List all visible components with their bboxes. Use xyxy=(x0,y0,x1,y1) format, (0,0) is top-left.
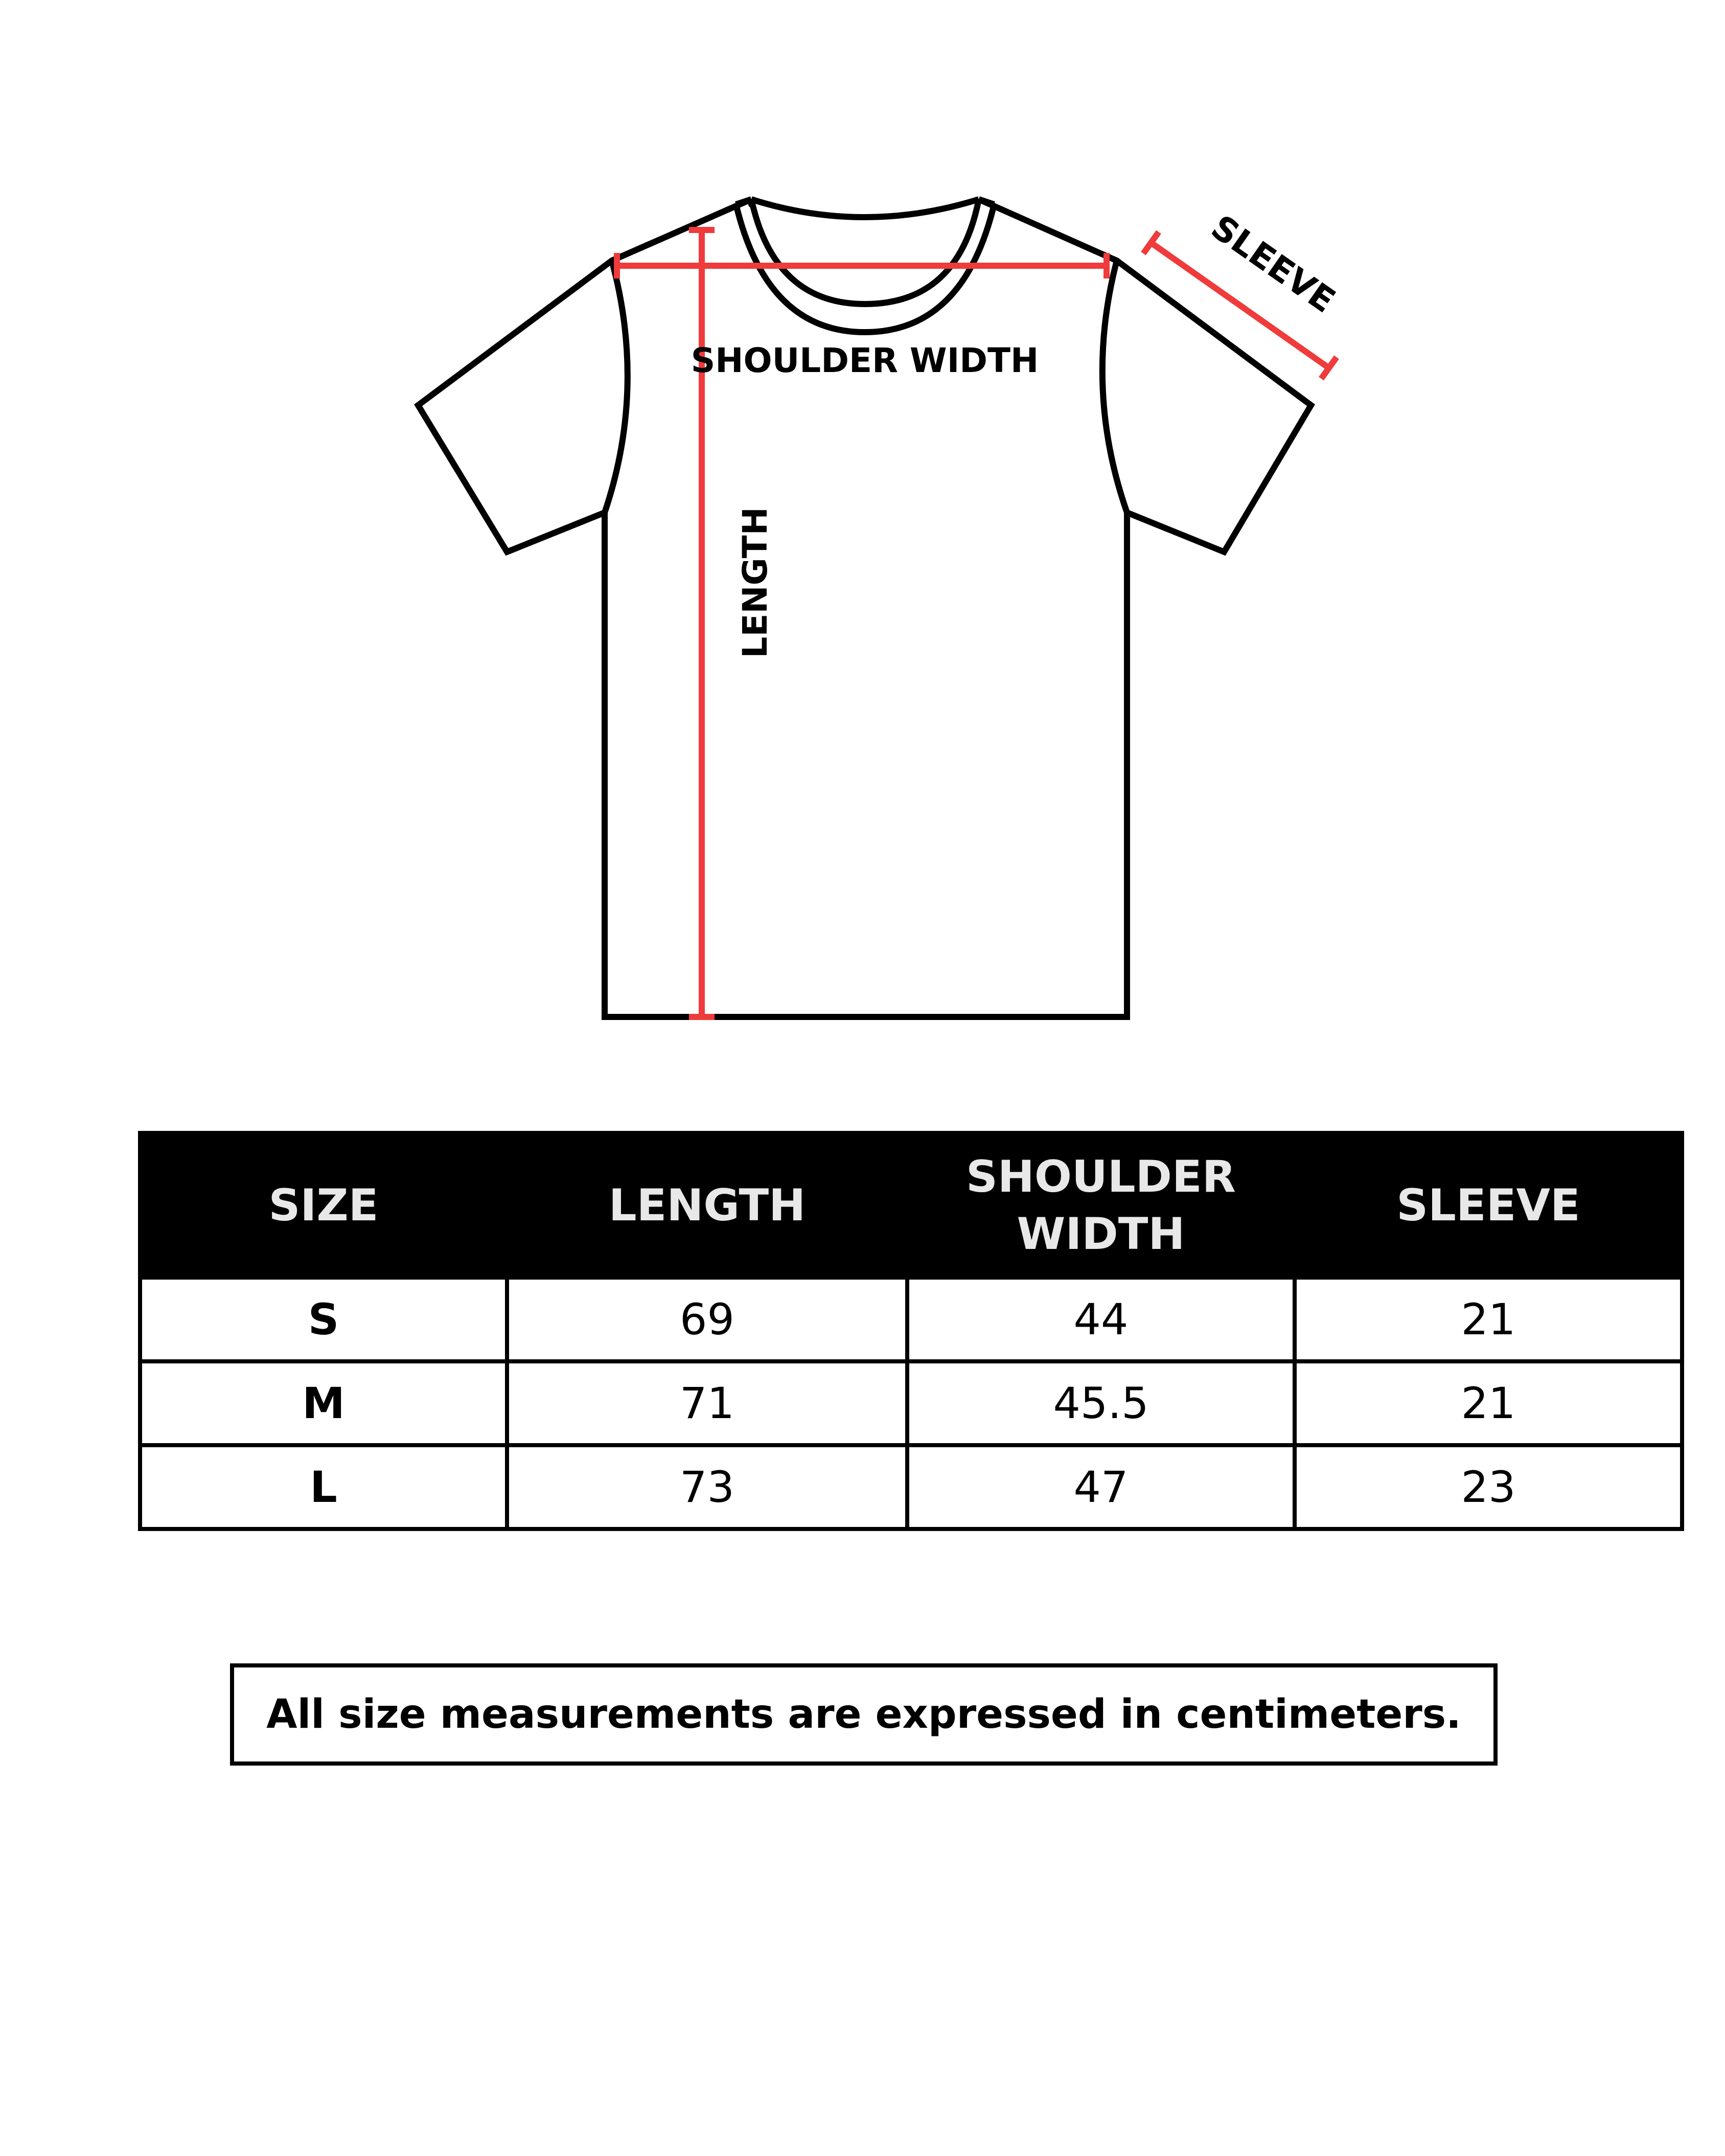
shoulder-width-cell: 44 xyxy=(907,1278,1295,1361)
table-row xyxy=(140,1278,1682,1361)
length-cell: 71 xyxy=(507,1361,907,1445)
table-row xyxy=(140,1445,1682,1529)
header-length: LENGTH xyxy=(507,1133,907,1278)
size-cell: S xyxy=(140,1278,507,1361)
size-chart-table xyxy=(138,1131,1684,1531)
sleeve-label: SLEEVE xyxy=(1204,207,1343,321)
size-cell: M xyxy=(140,1361,507,1445)
tshirt-measurement-diagram xyxy=(0,0,1725,1053)
sleeve-cell: 21 xyxy=(1295,1361,1682,1445)
measurement-note-text: All size measurements are expressed in centimeters. xyxy=(266,1691,1461,1737)
length-cell: 73 xyxy=(507,1445,907,1529)
length-label: LENGTH xyxy=(735,507,775,658)
tshirt-outline xyxy=(418,199,1311,1017)
size-cell: L xyxy=(140,1445,507,1529)
shoulder-width-label: SHOULDER WIDTH xyxy=(691,341,1039,380)
header-shoulder-width: SHOULDER WIDTH xyxy=(907,1133,1295,1278)
table-row xyxy=(140,1361,1682,1445)
header-size: SIZE xyxy=(140,1133,507,1278)
length-cell: 69 xyxy=(507,1278,907,1361)
header-sleeve: SLEEVE xyxy=(1295,1133,1682,1278)
measurement-note xyxy=(230,1663,1498,1766)
sleeve-cell: 23 xyxy=(1295,1445,1682,1529)
table-header-row xyxy=(140,1133,1682,1278)
sleeve-cell: 21 xyxy=(1295,1278,1682,1361)
shoulder-width-cell: 47 xyxy=(907,1445,1295,1529)
shoulder-width-cell: 45.5 xyxy=(907,1361,1295,1445)
